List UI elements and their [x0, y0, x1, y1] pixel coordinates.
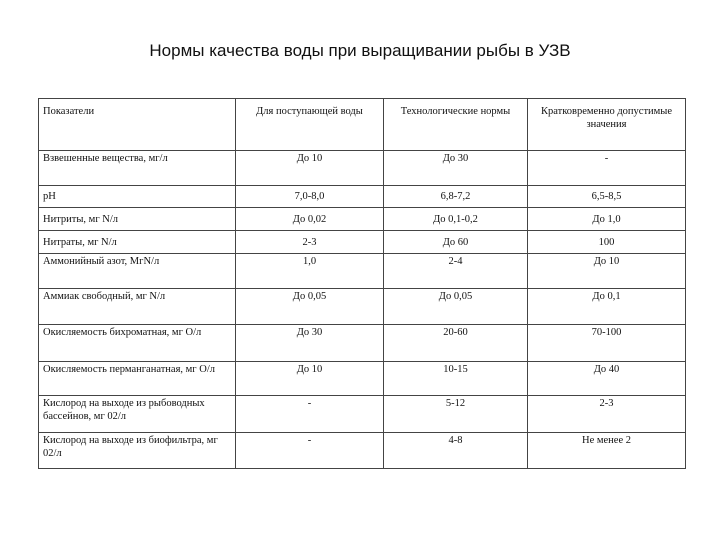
row-indicator: Взвешенные вещества, мг/л — [39, 151, 236, 186]
table-row — [39, 231, 686, 254]
cell-short-term: До 0,1 — [528, 289, 686, 325]
cell-technological: До 60 — [384, 231, 528, 254]
cell-incoming: До 30 — [236, 325, 384, 362]
cell-short-term: Не менее 2 — [528, 433, 686, 469]
cell-incoming: До 10 — [236, 362, 384, 396]
row-indicator: Кислород на выходе из рыбоводных бассейнов, мг 02/л — [39, 396, 236, 433]
table-header-row — [39, 99, 686, 151]
cell-short-term: - — [528, 151, 686, 186]
water-quality-table — [38, 98, 686, 469]
row-indicator: pH — [39, 186, 236, 208]
table-row — [39, 186, 686, 208]
table-row — [39, 396, 686, 433]
cell-short-term: 2-3 — [528, 396, 686, 433]
column-header-technological-norms: Технологические нормы — [384, 99, 528, 151]
row-indicator: Нитриты, мг N/л — [39, 208, 236, 231]
cell-short-term: 6,5-8,5 — [528, 186, 686, 208]
column-header-indicators: Показатели — [39, 99, 236, 151]
cell-short-term: До 10 — [528, 254, 686, 289]
table-row — [39, 289, 686, 325]
table-row — [39, 325, 686, 362]
cell-short-term: До 40 — [528, 362, 686, 396]
table-row — [39, 433, 686, 469]
cell-technological: До 0,1-0,2 — [384, 208, 528, 231]
cell-incoming: 2-3 — [236, 231, 384, 254]
cell-incoming: - — [236, 433, 384, 469]
cell-incoming: До 10 — [236, 151, 384, 186]
table-row — [39, 254, 686, 289]
cell-short-term: 70-100 — [528, 325, 686, 362]
cell-technological: 2-4 — [384, 254, 528, 289]
cell-technological: 4-8 — [384, 433, 528, 469]
table-row — [39, 362, 686, 396]
row-indicator: Окисляемость бихроматная, мг О/л — [39, 325, 236, 362]
row-indicator: Аммиак свободный, мг N/л — [39, 289, 236, 325]
table-row — [39, 151, 686, 186]
slide-title: Нормы качества воды при выращивании рыбы в УЗВ — [149, 41, 571, 60]
cell-technological: До 30 — [384, 151, 528, 186]
cell-short-term: До 1,0 — [528, 208, 686, 231]
cell-technological: 20-60 — [384, 325, 528, 362]
cell-incoming: - — [236, 396, 384, 433]
row-indicator: Нитраты, мг N/л — [39, 231, 236, 254]
cell-incoming: 7,0-8,0 — [236, 186, 384, 208]
row-indicator: Кислород на выходе из биофильтра, мг 02/л — [39, 433, 236, 469]
cell-short-term: 100 — [528, 231, 686, 254]
cell-incoming: 1,0 — [236, 254, 384, 289]
row-indicator: Аммонийный азот, МгN/л — [39, 254, 236, 289]
row-indicator: Окисляемость перманганатная, мг О/л — [39, 362, 236, 396]
cell-technological: 6,8-7,2 — [384, 186, 528, 208]
cell-technological: 10-15 — [384, 362, 528, 396]
cell-incoming: До 0,02 — [236, 208, 384, 231]
column-header-short-term-values: Кратковременно допустимые значения — [528, 99, 686, 151]
cell-technological: 5-12 — [384, 396, 528, 433]
cell-incoming: До 0,05 — [236, 289, 384, 325]
table-row — [39, 208, 686, 231]
cell-technological: До 0,05 — [384, 289, 528, 325]
column-header-incoming-water: Для поступающей воды — [236, 99, 384, 151]
